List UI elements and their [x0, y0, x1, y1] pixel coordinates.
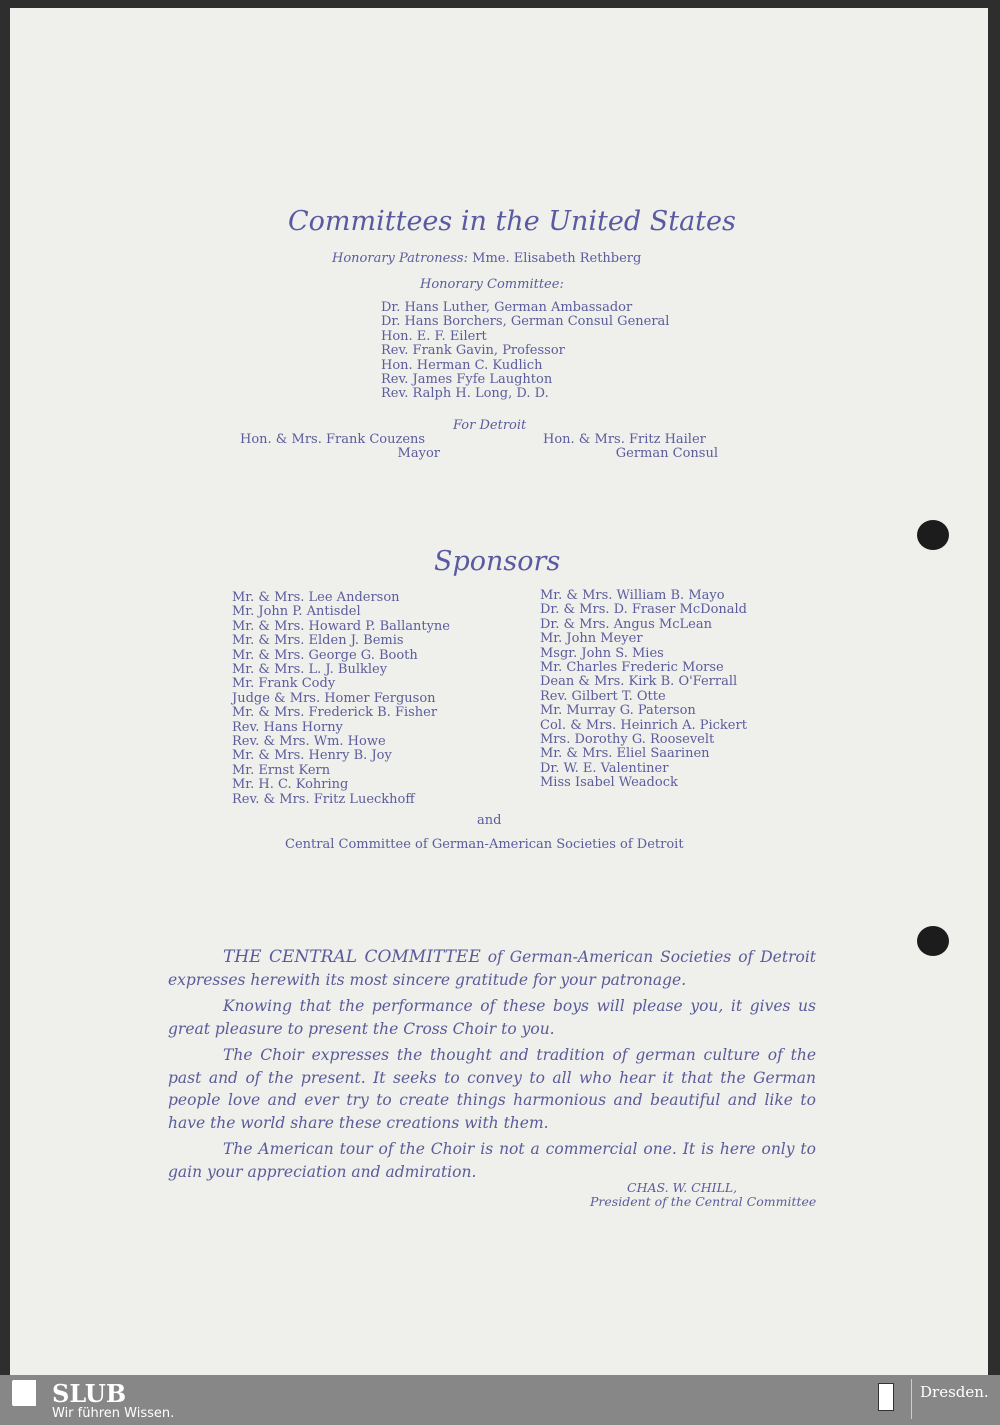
honorary-committee-label: Honorary Committee: — [420, 277, 564, 292]
label: Honorary Patroness: — [332, 251, 468, 266]
honorary-committee-list — [381, 301, 669, 402]
brand-name[interactable]: SLUB — [52, 1379, 127, 1408]
text: of German-American Societies of Detroit expresses herewith its most sincere gratitude for your patronage. — [168, 948, 817, 989]
tagline: Wir führen Wissen. — [52, 1406, 175, 1421]
page-title: Committees in the United States — [288, 206, 736, 237]
sponsor-item: Rev. Gilbert T. Otte — [540, 688, 666, 704]
footer-bar — [0, 1375, 1000, 1425]
detroit-left — [240, 433, 440, 462]
sponsor-item: Rev. & Mrs. Fritz Lueckhoff — [232, 791, 415, 807]
list-item: Hon. Herman C. Kudlich — [381, 357, 543, 373]
sponsor-item: Mr. Frank Cody — [232, 676, 336, 692]
list-item: Rev. Ralph H. Long, D. D. — [381, 386, 549, 402]
list-item: Rev. James Fyfe Laughton — [381, 372, 553, 388]
sponsor-item: Mr. & Mrs. Henry B. Joy — [232, 748, 392, 764]
sponsor-item: Judge & Mrs. Homer Ferguson — [232, 690, 436, 706]
sponsor-item: Mr. H. C. Kohring — [232, 777, 349, 793]
sponsor-item: Mr. & Mrs. Frederick B. Fisher — [232, 705, 438, 721]
name: Hon. & Mrs. Frank Couzens — [240, 432, 426, 447]
honorary-patroness — [332, 251, 641, 266]
title: German Consul — [615, 446, 718, 462]
list-item: Dr. Hans Luther, German Ambassador — [381, 300, 633, 315]
punch-hole — [917, 926, 949, 956]
sponsor-item: Rev. Hans Horny — [232, 719, 343, 735]
punch-hole — [917, 520, 949, 550]
paragraph: Knowing that the performance of these boys will please you, it gives us great pleasure to present the Cross Choir to you. — [168, 997, 816, 1038]
paragraph: The American tour of the Choir is not a commercial one. It is here only to gain your appreciation and admiration. — [168, 1140, 816, 1181]
sponsor-item: Miss Isabel Weadock — [540, 775, 678, 791]
sponsors-heading: Sponsors — [434, 546, 561, 577]
signature-title: President of the Central Committee — [590, 1194, 817, 1209]
paragraph — [168, 946, 816, 991]
sponsor-item: Mr. & Mrs. Lee Anderson — [232, 590, 400, 605]
sponsor-item: Mr. & Mrs. William B. Mayo — [540, 588, 725, 603]
sponsor-item: Mr. & Mrs. Howard P. Ballantyne — [232, 618, 450, 634]
sponsors-left-column — [232, 591, 450, 807]
sponsor-item: Mr. & Mrs. George G. Booth — [232, 647, 418, 663]
divider — [911, 1379, 912, 1419]
lead-text: THE CENTRAL COMMITTEE — [223, 947, 481, 967]
sponsor-item: Dr. & Mrs. Angus McLean — [540, 616, 712, 632]
sponsor-item: Mr. John Meyer — [540, 631, 643, 647]
title: Mayor — [397, 446, 440, 462]
central-committee: Central Committee of German-American Societies of Detroit — [285, 837, 684, 852]
sponsor-item: Mrs. Dorothy G. Roosevelt — [540, 732, 715, 748]
detroit-right — [543, 433, 718, 462]
sponsor-item: Mr. & Mrs. Elden J. Bemis — [232, 633, 404, 649]
name: Hon. & Mrs. Fritz Hailer — [543, 432, 706, 447]
sponsor-item: Mr. Charles Frederic Morse — [540, 660, 724, 676]
sponsors-right-column — [540, 589, 747, 791]
sponsor-item: Dr. & Mrs. D. Fraser McDonald — [540, 602, 748, 618]
signature-name: CHAS. W. CHILL, — [627, 1180, 738, 1195]
sponsor-item: Col. & Mrs. Heinrich A. Pickert — [540, 717, 747, 733]
sponsor-item: Msgr. John S. Mies — [540, 645, 664, 661]
sponsor-item: Dr. W. E. Valentiner — [540, 760, 669, 776]
sponsor-item: Mr. & Mrs. L. J. Bulkley — [232, 662, 388, 678]
and-text: and — [477, 813, 502, 828]
list-item: Rev. Frank Gavin, Professor — [381, 343, 565, 359]
sponsor-item: Mr. & Mrs. Eliel Saarinen — [540, 746, 710, 762]
list-item: Hon. E. F. Eilert — [381, 328, 487, 344]
sponsor-item: Dean & Mrs. Kirk B. O'Ferrall — [540, 674, 738, 690]
sponsor-item: Mr. Ernst Kern — [232, 762, 331, 778]
patroness-name: Mme. Elisabeth Rethberg — [472, 251, 642, 266]
partner-name[interactable]: Dresden. — [920, 1383, 989, 1401]
list-item: Dr. Hans Borchers, German Consul General — [381, 314, 670, 330]
letter-body — [168, 946, 816, 1187]
dresden-coat-of-arms-icon — [878, 1383, 894, 1411]
paragraph: The Choir expresses the thought and tradition of german culture of the past and of the present. It seeks to convey to all who hear it that the German people love and ever try to create things harmonious and beautiful and like to have the world share these creations with them. — [168, 1046, 816, 1132]
sponsor-item: Rev. & Mrs. Wm. Howe — [232, 734, 386, 750]
for-detroit-label: For Detroit — [453, 418, 527, 433]
sponsor-item: Mr. Murray G. Paterson — [540, 703, 696, 719]
sponsor-item: Mr. John P. Antisdel — [232, 604, 361, 620]
slub-logo-icon — [12, 1380, 36, 1406]
